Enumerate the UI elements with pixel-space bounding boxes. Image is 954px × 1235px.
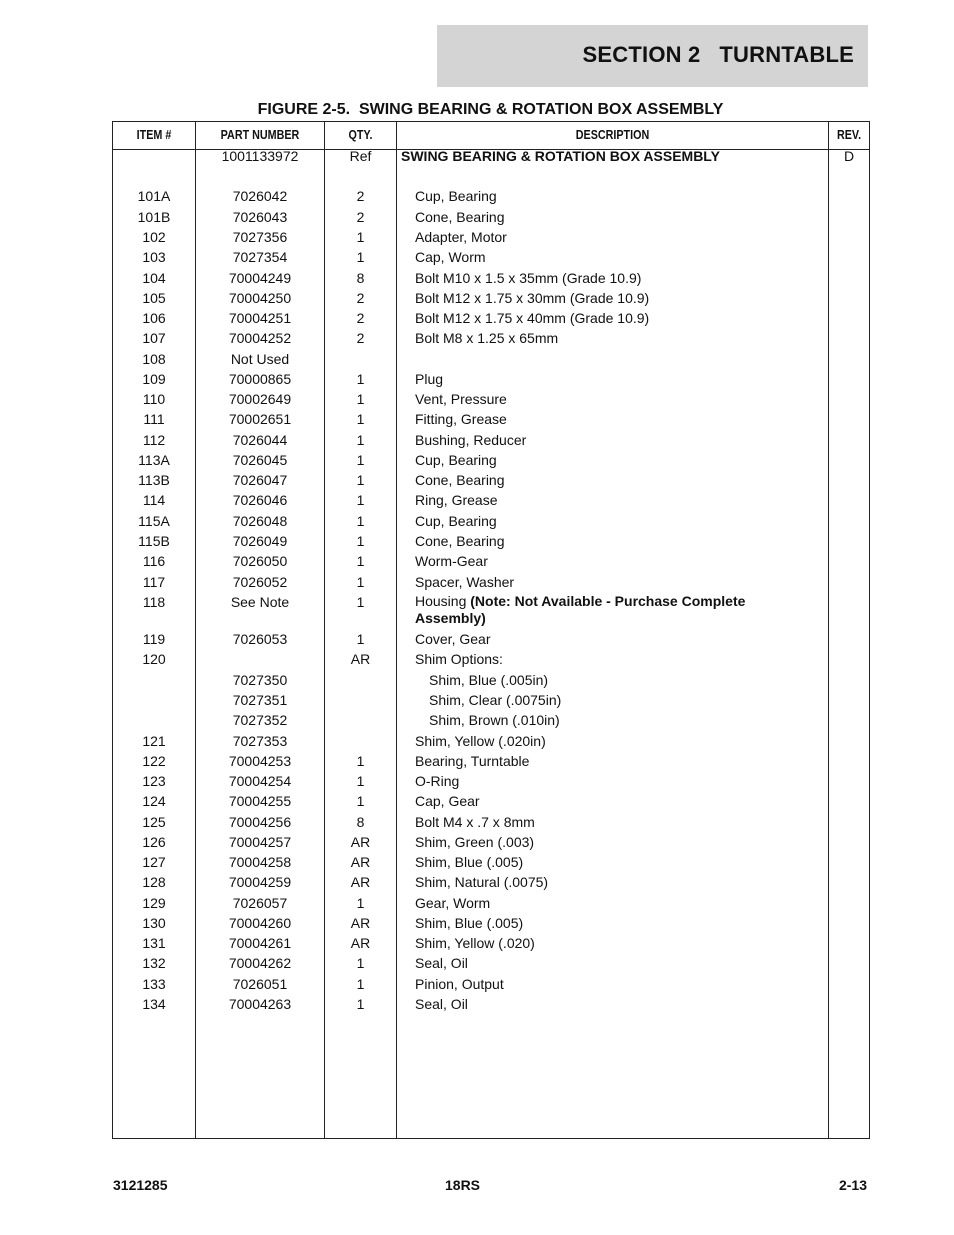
description-text: Cone, Bearing (415, 472, 505, 488)
qty-cell: 1 (356, 553, 365, 569)
description-cell (415, 894, 815, 912)
qty-cell: 1 (356, 574, 365, 590)
description-text: O-Ring (415, 773, 460, 789)
description-text: Bolt M8 x 1.25 x 65mm (415, 330, 559, 346)
column-divider (396, 122, 397, 1138)
qty-cell: AR (350, 651, 371, 667)
qty-cell: 8 (356, 270, 365, 286)
part-number-cell: 7027352 (232, 712, 288, 728)
description-text: Fitting, Grease (415, 411, 507, 427)
description-text: Shim Options: (415, 651, 503, 667)
qty-cell: 1 (356, 371, 365, 387)
description-cell (415, 995, 815, 1013)
part-number-cell: 1001133972 (221, 148, 299, 164)
description-text: Housing (415, 593, 471, 609)
column-header-rev: REV. (836, 128, 862, 142)
footer-document-number: 3121285 (113, 1177, 168, 1193)
item-cell: 116 (142, 553, 166, 569)
description-cell (415, 269, 815, 287)
description-cell (415, 471, 815, 489)
description-text: Adapter, Motor (415, 229, 507, 245)
part-number-cell: 7026045 (232, 452, 288, 468)
qty-cell: 1 (356, 492, 365, 508)
item-cell: 103 (142, 249, 166, 265)
description-text: Bolt M12 x 1.75 x 40mm (Grade 10.9) (415, 310, 650, 326)
description-cell (415, 187, 815, 205)
qty-cell: 1 (356, 411, 365, 427)
part-number-cell: 70004258 (228, 854, 292, 870)
qty-cell: 1 (356, 452, 365, 468)
qty-cell: 1 (356, 996, 365, 1012)
qty-cell: 2 (356, 290, 365, 306)
part-number-cell: Not Used (230, 351, 290, 367)
part-number-cell: 7027353 (232, 733, 288, 749)
item-cell: 127 (142, 854, 166, 870)
qty-cell: AR (350, 834, 371, 850)
qty-cell: 1 (356, 472, 365, 488)
part-number-cell: 7026044 (232, 432, 288, 448)
description-text: SWING BEARING & ROTATION BOX ASSEMBLY (401, 148, 720, 164)
description-cell (415, 410, 815, 428)
description-text: Shim, Yellow (.020) (415, 935, 535, 951)
item-cell: 130 (142, 915, 166, 931)
qty-cell: AR (350, 915, 371, 931)
part-number-cell: 70004253 (228, 753, 292, 769)
description-text: Pinion, Output (415, 976, 504, 992)
description-text: Cup, Bearing (415, 188, 497, 204)
description-text: Shim, Green (.003) (415, 834, 535, 850)
description-cell (415, 431, 815, 449)
part-number-cell: 7026053 (232, 631, 288, 647)
description-cell (415, 732, 815, 750)
item-cell: 131 (142, 935, 166, 951)
item-cell: 125 (142, 814, 166, 830)
part-number-cell: 7026052 (232, 574, 288, 590)
description-text: Cover, Gear (415, 631, 491, 647)
part-number-cell: 7026042 (232, 188, 288, 204)
part-number-cell: 7026043 (232, 209, 288, 225)
item-cell: 117 (142, 574, 166, 590)
part-number-cell: 7026057 (232, 895, 288, 911)
qty-cell: 1 (356, 955, 365, 971)
description-text: Cup, Bearing (415, 513, 497, 529)
item-cell: 106 (142, 310, 166, 326)
part-number-cell: 70004254 (228, 773, 292, 789)
qty-cell: 1 (356, 793, 365, 809)
item-cell: 126 (142, 834, 166, 850)
qty-cell: 1 (356, 773, 365, 789)
item-cell: 121 (142, 733, 166, 749)
description-cell (429, 691, 829, 709)
item-cell: 134 (142, 996, 166, 1012)
description-cell (415, 289, 815, 307)
description-text: Seal, Oil (415, 955, 468, 971)
item-cell: 122 (142, 753, 166, 769)
description-cell (415, 208, 815, 226)
description-text: Shim, Blue (.005) (415, 854, 524, 870)
description-text: Cap, Worm (415, 249, 486, 265)
part-number-cell: 7027356 (232, 229, 288, 245)
description-text: Shim, Natural (.0075) (415, 874, 549, 890)
description-text: Cup, Bearing (415, 452, 497, 468)
description-cell (415, 451, 815, 469)
qty-cell: 1 (356, 533, 365, 549)
description-text: Cone, Bearing (415, 209, 505, 225)
qty-cell: 2 (356, 188, 365, 204)
item-cell: 105 (142, 290, 166, 306)
description-cell (415, 813, 815, 831)
item-cell: 108 (142, 351, 166, 367)
description-note: (Note: Not Available - Purchase Complete Assembly) (415, 593, 746, 626)
column-header-description: DESCRIPTION (575, 128, 650, 142)
part-number-cell: 7026051 (232, 976, 288, 992)
description-cell (415, 552, 815, 570)
item-cell: 119 (142, 631, 166, 647)
qty-cell: AR (350, 874, 371, 890)
item-cell: 110 (142, 391, 166, 407)
part-number-cell: 70004260 (228, 915, 292, 931)
description-cell (415, 309, 815, 327)
description-cell (415, 650, 815, 668)
footer-page-number: 2-13 (838, 1177, 867, 1193)
description-cell (429, 671, 829, 689)
description-cell (415, 248, 815, 266)
qty-cell: Ref (349, 148, 372, 164)
description-text: Vent, Pressure (415, 391, 507, 407)
qty-cell: 2 (356, 330, 365, 346)
item-cell: 115A (138, 513, 170, 529)
item-cell: 102 (142, 229, 166, 245)
qty-cell: 1 (356, 631, 365, 647)
description-cell (401, 147, 801, 165)
description-cell (415, 593, 765, 627)
description-text: Bushing, Reducer (415, 432, 527, 448)
item-cell: 132 (142, 955, 166, 971)
part-number-cell: 7026046 (232, 492, 288, 508)
part-number-cell: 70004252 (228, 330, 292, 346)
qty-cell: 2 (356, 310, 365, 326)
item-cell: 120 (142, 651, 166, 667)
item-cell: 113B (138, 472, 170, 488)
description-cell (415, 630, 815, 648)
item-cell: 118 (142, 594, 166, 610)
item-cell: 128 (142, 874, 166, 890)
part-number-cell: 7027350 (232, 672, 288, 688)
description-text: Bolt M12 x 1.75 x 30mm (Grade 10.9) (415, 290, 650, 306)
item-cell: 101B (137, 209, 171, 225)
part-number-cell: See Note (230, 594, 290, 610)
description-cell (415, 228, 815, 246)
description-text: Bolt M10 x 1.5 x 35mm (Grade 10.9) (415, 270, 642, 286)
qty-cell: 1 (356, 895, 365, 911)
qty-cell: 1 (356, 249, 365, 265)
description-cell (415, 853, 815, 871)
description-cell (415, 772, 815, 790)
item-cell: 113A (138, 452, 170, 468)
description-cell (415, 954, 815, 972)
description-cell (415, 329, 815, 347)
description-text: Cap, Gear (415, 793, 480, 809)
qty-cell: 1 (356, 594, 365, 610)
part-number-cell: 70002651 (228, 411, 292, 427)
item-cell: 109 (142, 371, 166, 387)
description-text: Shim, Clear (.0075in) (429, 692, 562, 708)
description-text: Bearing, Turntable (415, 753, 530, 769)
part-number-cell: 70004251 (228, 310, 292, 326)
part-number-cell: 7026048 (232, 513, 288, 529)
section-title: SECTION 2 TURNTABLE (582, 42, 854, 67)
qty-cell: 1 (356, 229, 365, 245)
description-text: Shim, Brown (.010in) (429, 712, 560, 728)
part-number-cell: 70004256 (228, 814, 292, 830)
description-cell (415, 792, 815, 810)
description-cell (415, 491, 815, 509)
part-number-cell: 70004255 (228, 793, 292, 809)
qty-cell: 1 (356, 391, 365, 407)
part-number-cell: 7026050 (232, 553, 288, 569)
qty-cell: 1 (356, 432, 365, 448)
description-cell (415, 752, 815, 770)
item-cell: 123 (142, 773, 166, 789)
rev-cell: D (843, 148, 855, 164)
description-cell (415, 370, 815, 388)
description-text: Seal, Oil (415, 996, 468, 1012)
figure-title: FIGURE 2-5. SWING BEARING & ROTATION BOX ASSEMBLY (257, 101, 724, 118)
part-number-cell: 70004263 (228, 996, 292, 1012)
qty-cell: 1 (356, 513, 365, 529)
section-header (437, 25, 868, 87)
part-number-cell: 7026049 (232, 533, 288, 549)
column-header-part-number: PART NUMBER (220, 128, 300, 142)
part-number-cell: 70004262 (228, 955, 292, 971)
part-number-cell: 7027351 (232, 692, 288, 708)
description-text: Gear, Worm (415, 895, 491, 911)
item-cell: 124 (142, 793, 166, 809)
qty-cell: 1 (356, 976, 365, 992)
description-cell (415, 512, 815, 530)
item-cell: 104 (142, 270, 166, 286)
item-cell: 112 (142, 432, 166, 448)
part-number-cell: 7026047 (232, 472, 288, 488)
description-cell (415, 934, 815, 952)
description-cell (415, 975, 815, 993)
column-divider (828, 122, 829, 1138)
qty-cell: AR (350, 854, 371, 870)
description-text: Shim, Blue (.005) (415, 915, 524, 931)
description-cell (415, 833, 815, 851)
description-cell (415, 873, 815, 891)
description-cell (415, 390, 815, 408)
description-cell (415, 573, 815, 591)
qty-cell: 8 (356, 814, 365, 830)
description-text: Shim, Blue (.005in) (429, 672, 549, 688)
description-cell (415, 914, 815, 932)
column-header-qty: QTY. (348, 128, 373, 142)
part-number-cell: 70002649 (228, 391, 292, 407)
part-number-cell: 7027354 (232, 249, 288, 265)
item-cell: 115B (138, 533, 170, 549)
column-header-item: ITEM # (136, 128, 172, 142)
description-text: Worm-Gear (415, 553, 488, 569)
part-number-cell: 70004249 (228, 270, 292, 286)
item-cell: 114 (142, 492, 166, 508)
qty-cell: 1 (356, 753, 365, 769)
description-text: Plug (415, 371, 444, 387)
item-cell: 111 (143, 411, 165, 427)
item-cell: 129 (142, 895, 166, 911)
item-cell: 133 (142, 976, 166, 992)
item-cell: 107 (142, 330, 166, 346)
description-text: Spacer, Washer (415, 574, 515, 590)
qty-cell: 2 (356, 209, 365, 225)
footer-model: 18RS (445, 1177, 481, 1193)
part-number-cell: 70004259 (228, 874, 292, 890)
part-number-cell: 70004261 (228, 935, 292, 951)
description-cell (415, 532, 815, 550)
item-cell: 101A (137, 188, 171, 204)
part-number-cell: 70000865 (228, 371, 292, 387)
part-number-cell: 70004257 (228, 834, 292, 850)
qty-cell: AR (350, 935, 371, 951)
description-text: Bolt M4 x .7 x 8mm (415, 814, 535, 830)
description-cell (429, 711, 829, 729)
description-text: Cone, Bearing (415, 533, 505, 549)
part-number-cell: 70004250 (228, 290, 292, 306)
description-text: Shim, Yellow (.020in) (415, 733, 546, 749)
description-text: Ring, Grease (415, 492, 498, 508)
